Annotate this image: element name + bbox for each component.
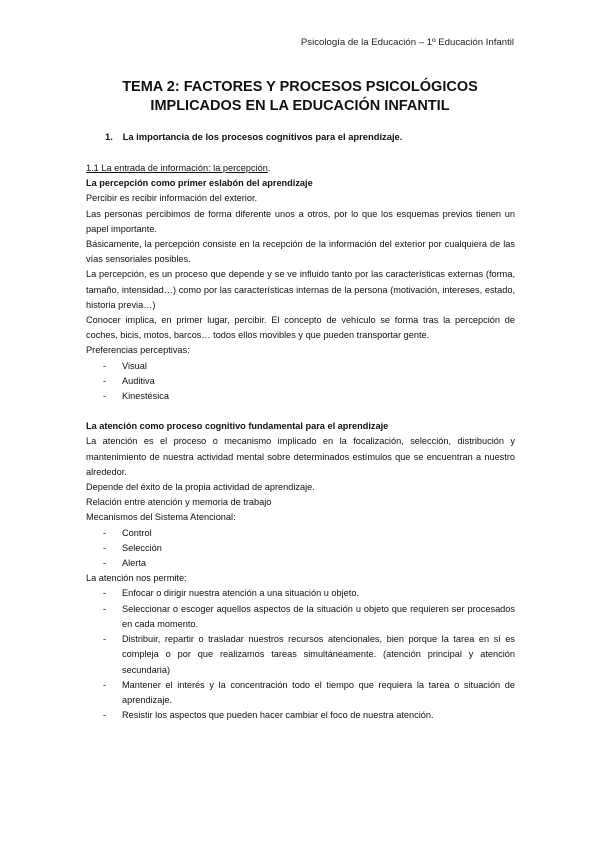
list-item: - Auditiva bbox=[86, 374, 515, 389]
perception-paragraph-4: La percepción, es un proceso que depende y se ve influido tanto por las características externas (forma, tamaño, intensidad…) como por las características internas de la persona (motivación, intereses, estado, historia previa…) bbox=[86, 269, 515, 310]
subsection-period: . bbox=[267, 163, 271, 173]
perception-paragraph-5: Conocer implica, en primer lugar, percibir. El concepto de vehículo se forma tras la percepción de coches, bicis, motos, barcos… todos ellos movibles y que pueden transportar gente. bbox=[86, 315, 515, 341]
list-item: - Visual bbox=[86, 359, 515, 374]
perception-paragraph-3: Básicamente, la percepción consiste en la recepción de la información del exterior por cualquiera de las vías sensoriales posibles. bbox=[86, 239, 515, 265]
allows-list bbox=[86, 586, 515, 723]
document-body bbox=[86, 161, 515, 723]
spacer bbox=[86, 404, 515, 419]
list-item: - Resistir los aspectos que pueden hacer cambiar el foco de nuestra atención. bbox=[86, 708, 515, 723]
document-title bbox=[0, 78, 600, 116]
title-line-2: IMPLICADOS EN LA EDUCACIÓN INFANTIL bbox=[150, 98, 450, 114]
subsection-heading bbox=[86, 161, 515, 176]
attention-paragraph-2: Depende del éxito de la propia actividad de aprendizaje. bbox=[86, 482, 315, 493]
running-header: Psicología de la Educación – 1º Educación Infantil bbox=[300, 37, 514, 48]
list-item: - Distribuir, repartir o trasladar nuestros recursos atencionales, bien porque la tarea en sí es compleja o por que realizamos tareas simultáneamente. (atención principal y atención secundaria) bbox=[86, 632, 515, 678]
list-item: - Enfocar o dirigir nuestra atención a una situación u objeto. bbox=[86, 586, 515, 601]
section-number: 1. bbox=[105, 131, 113, 142]
list-item: - Kinestésica bbox=[86, 389, 515, 404]
section-title: La importancia de los procesos cognitivos para el aprendizaje. bbox=[122, 131, 403, 142]
attention-paragraph-3: Relación entre atención y memoria de trabajo bbox=[86, 497, 272, 508]
subsection-title: 1.1 La entrada de información: la percepción bbox=[86, 163, 268, 173]
section-1-heading bbox=[105, 131, 402, 142]
list-item: - Alerta bbox=[86, 556, 515, 571]
attention-paragraph-1: La atención es el proceso o mecanismo implicado en la focalización, selección, distribución y mantenimiento de nuestra actividad mental sobre determinados estímulos que se encuentran a nuestro alrededor. bbox=[86, 436, 515, 477]
perception-paragraph-2: Las personas percibimos de forma diferente unos a otros, por lo que los esquemas previos tienen un papel importante. bbox=[86, 208, 515, 234]
mechanisms-label: Mecanismos del Sistema Atencional: bbox=[86, 512, 236, 523]
list-item: - Seleccionar o escoger aquellos aspectos de la situación u objeto que requieren ser procesados en cada momento. bbox=[86, 602, 515, 632]
allows-label: La atención nos permite: bbox=[86, 573, 187, 584]
attention-heading: La atención como proceso cognitivo fundamental para el aprendizaje bbox=[86, 421, 389, 432]
preferences-list bbox=[86, 359, 515, 405]
title-line-1: TEMA 2: FACTORES Y PROCESOS PSICOLÓGICOS bbox=[122, 79, 478, 95]
perception-paragraph-1: Percibir es recibir información del exterior. bbox=[86, 193, 258, 204]
mechanisms-list bbox=[86, 526, 515, 572]
list-item: - Mantener el interés y la concentración todo el tiempo que requiera la tarea o situación de aprendizaje. bbox=[86, 678, 515, 708]
preferences-label: Preferencias perceptivas: bbox=[86, 345, 190, 356]
list-item: - Control bbox=[86, 526, 515, 541]
perception-heading: La percepción como primer eslabón del aprendizaje bbox=[86, 178, 313, 189]
list-item: - Selección bbox=[86, 541, 515, 556]
